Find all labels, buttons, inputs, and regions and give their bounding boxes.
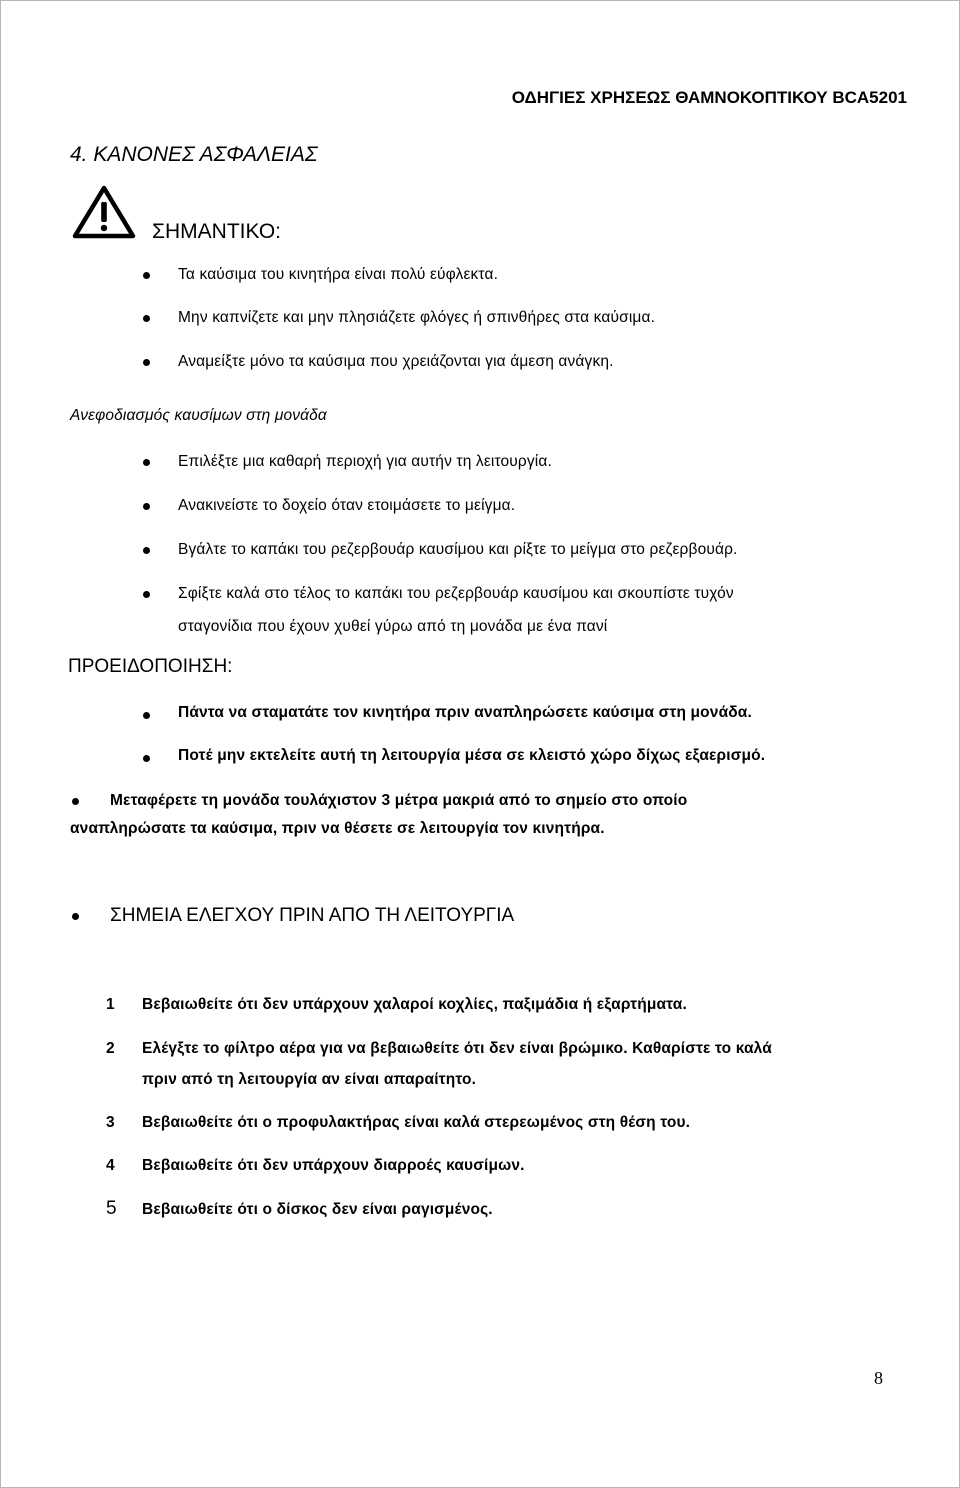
bullet (143, 547, 150, 554)
checks-heading: ΣΗΜΕΙΑ ΕΛΕΓΧΟΥ ΠΡΙΝ ΑΠΟ ΤΗ ΛΕΙΤΟΥΡΓΙΑ (110, 905, 515, 926)
list-item: Ανακινείστε το δοχείο όταν ετοιμάσετε το μείγμα. (178, 497, 516, 514)
bullet (143, 503, 150, 510)
list-item: Τα καύσιμα του κινητήρα είναι πολύ εύφλεκτα. (178, 266, 499, 283)
check-number: 5 (106, 1198, 117, 1219)
warning-label: ΠΡΟΕΙΔΟΠΟΙΗΣΗ: (68, 656, 233, 677)
check-number: 3 (106, 1114, 115, 1131)
refuel-heading: Ανεφοδιασμός καυσίμων στη μονάδα (70, 407, 327, 424)
list-item: Σφίξτε καλά στο τέλος το καπάκι του ρεζερβουάρ καυσίμου και σκουπίστε τυχόν (178, 585, 734, 602)
document-header: ΟΔΗΓΙΕΣ ΧΡΗΣΕΩΣ ΘΑΜΝΟΚΟΠΤΙΚΟΥ BCA5201 (511, 88, 907, 107)
check-item: Βεβαιωθείτε ότι ο δίσκος δεν είναι ραγισμένος. (142, 1201, 493, 1218)
move-paragraph-line2: αναπληρώσατε τα καύσιμα, πριν να θέσετε σε λειτουργία τον κινητήρα. (70, 820, 605, 837)
list-item: Ποτέ μην εκτελείτε αυτή τη λειτουργία μέσα σε κλειστό χώρο δίχως εξαερισμό. (178, 747, 766, 764)
bullet (143, 315, 150, 322)
bullet (72, 798, 79, 805)
list-item: Επιλέξτε μια καθαρή περιοχή για αυτήν τη λειτουργία. (178, 453, 552, 470)
bullet (143, 712, 150, 719)
list-item: Αναμείξτε μόνο τα καύσιμα που χρειάζονται για άμεση ανάγκη. (178, 353, 614, 370)
list-item: Βγάλτε το καπάκι του ρεζερβουάρ καυσίμου και ρίξτε το μείγμα στο ρεζερβουάρ. (178, 541, 738, 558)
list-item: Πάντα να σταματάτε τον κινητήρα πριν αναπληρώσετε καύσιμα στη μονάδα. (178, 704, 752, 721)
check-item: Βεβαιωθείτε ότι δεν υπάρχουν διαρροές καυσίμων. (142, 1157, 525, 1174)
bullet (143, 359, 150, 366)
check-number: 1 (106, 996, 115, 1013)
check-number: 4 (106, 1157, 115, 1174)
check-item: Βεβαιωθείτε ότι δεν υπάρχουν χαλαροί κοχλίες, παξιμάδια ή εξαρτήματα. (142, 996, 687, 1013)
bullet (143, 755, 150, 762)
important-label: ΣΗΜΑΝΤΙΚΟ: (152, 220, 282, 243)
move-paragraph-line1: Μεταφέρετε τη μονάδα τουλάχιστον 3 μέτρα μακριά από το σημείο στο οποίο (110, 792, 688, 809)
warning-triangle-icon (72, 185, 136, 239)
check-item-continuation: πριν από τη λειτουργία αν είναι απαραίτητο. (142, 1071, 477, 1088)
check-item: Ελέγξτε το φίλτρο αέρα για να βεβαιωθείτε ότι δεν είναι βρώμικο. Καθαρίστε το καλά (142, 1040, 772, 1057)
list-item: Μην καπνίζετε και μην πλησιάζετε φλόγες ή σπινθήρες στα καύσιμα. (178, 309, 656, 326)
bullet (143, 459, 150, 466)
section-heading: 4. ΚΑΝΟΝΕΣ ΑΣΦΑΛΕΙΑΣ (70, 143, 318, 166)
check-number: 2 (106, 1040, 115, 1057)
bullet (143, 591, 150, 598)
bullet (72, 913, 79, 920)
list-item-continuation: σταγονίδια που έχουν χυθεί γύρω από τη μονάδα με ένα πανί (178, 618, 608, 635)
page-number: 8 (874, 1368, 883, 1388)
check-item: Βεβαιωθείτε ότι ο προφυλακτήρας είναι καλά στερεωμένος στη θέση του. (142, 1114, 691, 1131)
bullet (143, 272, 150, 279)
